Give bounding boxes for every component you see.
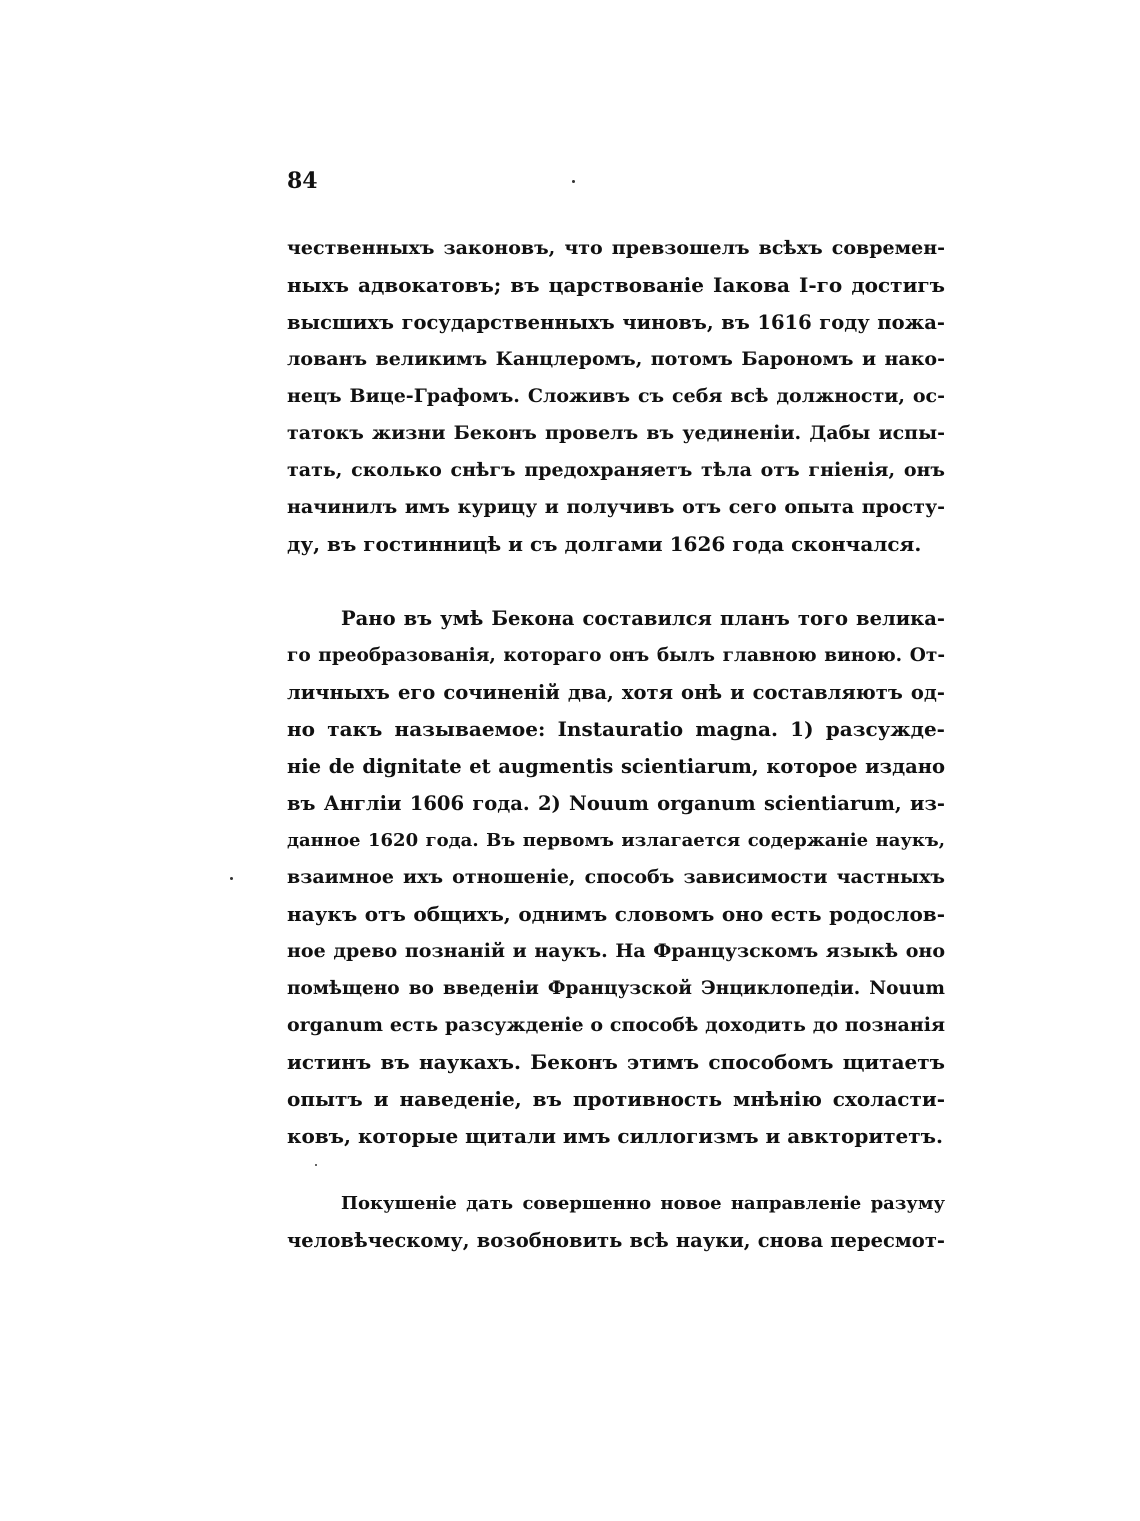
text-line: ду, въ гостинницѣ и съ долгами 1626 года скончался. (287, 532, 922, 556)
text-line: наукъ отъ общихъ, однимъ словомъ оно есть родослов- (287, 902, 945, 926)
text-line: данное 1620 года. Въ первомъ излагается содержаніе наукъ, (287, 830, 945, 851)
text-line: ное древо познаній и наукъ. На Французскомъ языкѣ оно (287, 940, 945, 962)
text-line: человѣческому, возобновить всѣ науки, снова пересмот- (287, 1229, 945, 1252)
text-line: опытъ и наведеніе, въ противность мнѣнію схоласти- (287, 1087, 945, 1111)
text-line: помѣщено во введеніи Французской Энциклопедіи. Nouum (287, 978, 945, 999)
paragraph-3 (287, 1185, 945, 1259)
text-line: ныхъ адвокатовъ; въ царствованіе Іакова I-го достигъ (287, 273, 945, 297)
text-line: organum есть разсужденіе о способѣ доходить до познанія (287, 1014, 945, 1036)
text-line: татокъ жизни Беконъ провелъ въ уединеніи. Дабы испы- (287, 422, 945, 444)
text-line: взаимное ихъ отношеніе, способъ зависимости частныхъ (287, 866, 945, 888)
text-line: начинилъ имъ курицу и получивъ отъ сего опыта просту- (287, 496, 945, 518)
text-line: го преобразованія, котораго онъ былъ главною виною. От- (287, 645, 945, 666)
print-speck (315, 1164, 317, 1166)
text-line: ніе de dignitate et augmentis scientiarum, которое издано (287, 755, 945, 778)
paragraph-1 (287, 230, 945, 563)
text-line: Рано въ умѣ Бекона составился планъ того велика- (341, 607, 945, 630)
text-line: въ Англіи 1606 года. 2) Nouum organum scientiarum, из- (287, 792, 945, 815)
paragraph-2 (287, 600, 945, 1155)
text-line: чественныхъ законовъ, что превзошелъ всѣхъ современ- (287, 237, 945, 259)
print-speck (572, 180, 575, 183)
text-line: тать, сколько снѣгъ предохраняетъ тѣла отъ гніенія, онъ (287, 459, 945, 481)
text-line: но такъ называемое: Instauratio magna. 1) разсужде- (287, 717, 945, 741)
print-speck (230, 877, 233, 880)
text-line: истинъ въ наукахъ. Беконъ этимъ способомъ щитаетъ (287, 1050, 945, 1074)
text-line: лованъ великимъ Канцлеромъ, потомъ Барономъ и нако- (287, 348, 945, 370)
page-number: 84 (287, 168, 318, 194)
text-line: ковъ, которые щитали имъ силлогизмъ и авкторитетъ. (287, 1124, 943, 1148)
text-line: нецъ Вице-Графомъ. Сложивъ съ себя всѣ должности, ос- (287, 385, 945, 407)
text-line: личныхъ его сочиненій два, хотя онѣ и составляютъ од- (287, 681, 945, 704)
text-line: Покушеніе дать совершенно новое направленіе разуму (341, 1193, 945, 1214)
text-line: высшихъ государственныхъ чиновъ, въ 1616 году пожа- (287, 311, 945, 334)
